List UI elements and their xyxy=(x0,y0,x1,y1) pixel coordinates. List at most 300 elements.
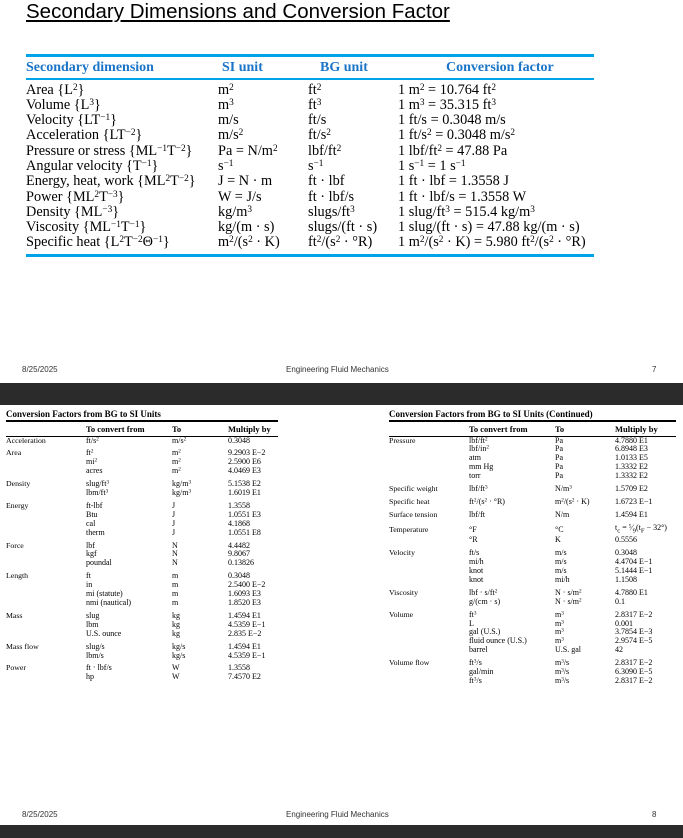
cell-to: $N/m^3$ xyxy=(555,484,572,494)
table-row xyxy=(6,630,278,639)
table-row xyxy=(26,190,594,205)
cell-convert-from: slug/s xyxy=(86,641,105,651)
cell-convert-from: lbf/$ft^2$ xyxy=(469,435,488,445)
cell-dimension: Volume $\{L^3\}$ xyxy=(26,96,101,113)
cell-conversion-factor: 1 ft · lbf/s = 1.3558 W xyxy=(398,188,527,205)
cell-convert-from: $ft^3/s$ xyxy=(469,658,482,668)
cell-category: Density xyxy=(6,479,31,489)
footer-page-number: 7 xyxy=(652,365,657,374)
cell-to: N/m xyxy=(555,509,570,519)
cell-convert-from: knot xyxy=(469,565,484,575)
cell-multiply-by: 0.1 xyxy=(615,596,625,606)
footer-course: Engineering Fluid Mechanics xyxy=(286,365,389,374)
table-row xyxy=(26,98,594,113)
cell-to: $m^3$ xyxy=(555,636,564,646)
cell-to: m/s xyxy=(555,557,567,567)
table-row xyxy=(389,576,676,585)
cell-to: kg/s xyxy=(172,641,186,651)
cell-dimension: Power $\{ML^2T^{-3}\}$ xyxy=(26,188,125,205)
footer-page-number: 8 xyxy=(652,810,657,819)
cell-multiply-by: 1.4594 E1 xyxy=(615,509,648,519)
cell-to: $m^3/s$ xyxy=(555,675,570,685)
slide-separator xyxy=(0,383,683,405)
cell-conversion-factor: 1 $m^3 = 35.315$ $ft^3$ xyxy=(398,96,496,113)
cell-dimension: Viscosity $\{ML^{-1}T^{-1}\}$ xyxy=(26,219,147,236)
cell-category: Acceleration xyxy=(6,435,46,445)
cell-to: Pa xyxy=(555,453,563,463)
cell-category: Length xyxy=(6,571,29,581)
cell-convert-from: L xyxy=(469,618,474,628)
cell-to: m xyxy=(172,598,179,607)
header-secondary-dimension: Secondary dimension xyxy=(26,60,154,75)
cell-category xyxy=(389,558,469,567)
table-row xyxy=(26,205,594,220)
cell-multiply-by: 0.3048 xyxy=(228,571,250,581)
table-header-row xyxy=(389,422,676,436)
cell-convert-from: therm xyxy=(86,527,105,537)
cell-convert-from: lbf/$in^2$ xyxy=(469,444,489,454)
cell-convert-from: $ft^3$ xyxy=(469,609,477,619)
cell-to: kg xyxy=(172,628,180,638)
table-row xyxy=(6,639,278,652)
cell-multiply-by: 6.3090 E−5 xyxy=(615,667,653,677)
cell-convert-from: atm xyxy=(469,453,481,463)
table-row xyxy=(389,607,676,620)
cell-convert-from: mi/h xyxy=(469,557,484,567)
cell-category xyxy=(6,559,86,568)
cell-si-unit: $m^2$ xyxy=(218,81,234,98)
cell-dimension: Energy, heat, work $\{ML^2T^{-2}\}$ xyxy=(26,173,196,190)
cell-category xyxy=(6,652,86,661)
table-bottom-rule xyxy=(26,254,594,257)
cell-to: N xyxy=(172,540,178,550)
cell-dimension: Area $\{L^2\}$ xyxy=(26,81,85,98)
cell-category xyxy=(389,454,469,463)
cell-convert-from: $ft/s^2$ xyxy=(86,435,99,445)
cell-multiply-by: 4.5359 E−1 xyxy=(228,650,266,660)
cell-multiply-by: 6.8948 E3 xyxy=(615,444,648,454)
cell-multiply-by: 1.3558 xyxy=(228,663,250,673)
table-row xyxy=(389,507,676,520)
table-row xyxy=(6,599,278,608)
cell-convert-from: gal/min xyxy=(469,667,494,677)
cell-multiply-by: 0.13826 xyxy=(228,558,254,568)
cell-convert-from: ft/s xyxy=(469,548,480,558)
cell-category xyxy=(389,677,469,686)
cell-bg-unit: ft · lbf/s xyxy=(308,188,355,205)
cell-convert-from: ft · lbf/s xyxy=(86,663,112,673)
header-multiply-by: Multiply by xyxy=(228,423,271,434)
cell-si-unit: $Pa = N/m^2$ xyxy=(218,142,278,159)
cell-multiply-by: 2.5400 E−2 xyxy=(228,580,266,590)
table-row xyxy=(6,652,278,661)
cell-category xyxy=(6,511,86,520)
cell-category xyxy=(389,576,469,585)
table-row xyxy=(6,608,278,621)
cell-bg-unit: $ft^2/(s^2 \cdot ^\circ R)$ xyxy=(308,234,373,251)
table-header-row xyxy=(6,422,278,436)
cell-convert-from: $ft^3/s$ xyxy=(469,675,482,685)
cell-multiply-by: 0.5556 xyxy=(615,535,637,545)
cell-to: N xyxy=(172,549,178,559)
cell-multiply-by: 42 xyxy=(615,645,623,655)
table-row xyxy=(6,673,278,682)
cell-bg-unit: $s^{-1}$ xyxy=(308,157,324,174)
header-to: To xyxy=(172,423,182,434)
table-row xyxy=(6,559,278,568)
cell-category: Force xyxy=(6,540,24,550)
cell-multiply-by: 4.1868 xyxy=(228,518,250,528)
cell-multiply-by: 2.8317 E−2 xyxy=(615,609,653,619)
cell-convert-from: $mi^2$ xyxy=(86,457,98,467)
cell-bg-unit: ft/s xyxy=(308,112,327,129)
cell-to: $m/s^2$ xyxy=(172,435,187,445)
cell-conversion-factor: 1 $ft/s^2 = 0.3048$ $m/s^2$ xyxy=(398,127,516,144)
header-bg-unit: BG unit xyxy=(320,60,368,75)
cell-convert-from: hp xyxy=(86,672,94,682)
cell-multiply-by: 4.0469 E3 xyxy=(228,466,261,476)
cell-convert-from: lbf/ft xyxy=(469,509,485,519)
cell-category: Power xyxy=(6,663,26,673)
cell-to: W xyxy=(172,663,180,673)
cell-multiply-by: $t_c$ = $^5⁄_9(t_F - 32^\circ)$ xyxy=(615,522,667,535)
cell-category xyxy=(6,581,86,590)
cell-category: Mass flow xyxy=(6,641,39,651)
cell-to: $m^2$ xyxy=(172,466,181,476)
cell-multiply-by: 1.0133 E5 xyxy=(615,453,648,463)
cell-category: Mass xyxy=(6,610,23,620)
header-multiply-by: Multiply by xyxy=(615,423,658,434)
table-row xyxy=(26,80,594,98)
cell-si-unit: $kg/m^3$ xyxy=(218,203,253,220)
cell-to: Pa xyxy=(555,462,563,472)
cell-to: Pa xyxy=(555,435,563,445)
cell-conversion-factor: 1 slug/$ft^3 = 515.4$ $kg/m^3$ xyxy=(398,203,535,220)
cell-to: $N \cdot s/m^2$ xyxy=(555,587,582,597)
cell-to: J xyxy=(172,518,176,528)
cell-dimension: Acceleration $\{LT^{-2}\}$ xyxy=(26,127,143,144)
cell-to: $N \cdot s/m^2$ xyxy=(555,596,582,606)
conversion-table-left xyxy=(6,408,278,682)
cell-dimension: Pressure or stress $\{ML^{-1}T^{-2}\}$ xyxy=(26,142,193,159)
cell-multiply-by: 1.4594 E1 xyxy=(228,641,261,651)
cell-to: mi/h xyxy=(555,574,570,584)
cell-si-unit: $m/s^2$ xyxy=(218,127,244,144)
cell-multiply-by: 2.5900 E6 xyxy=(228,457,261,467)
cell-convert-from: knot xyxy=(469,574,484,584)
cell-multiply-by: 1.5709 E2 xyxy=(615,484,648,494)
cell-dimension: Angular velocity $\{T^{-1}\}$ xyxy=(26,157,159,174)
table-row xyxy=(6,498,278,511)
table-row xyxy=(389,520,676,537)
cell-category: Viscosity xyxy=(389,587,418,597)
cell-to: $m^3/s$ xyxy=(555,667,570,677)
table-header-row xyxy=(26,57,594,78)
table-row xyxy=(389,481,676,494)
cell-category xyxy=(389,567,469,576)
cell-multiply-by: 9.2903 E−2 xyxy=(228,448,266,458)
cell-category: Velocity xyxy=(389,548,415,558)
slide-7 xyxy=(0,0,683,383)
cell-to: kg xyxy=(172,610,180,620)
cell-to: J xyxy=(172,500,176,510)
cell-convert-from: lbm/s xyxy=(86,650,104,660)
cell-category xyxy=(389,463,469,472)
cell-convert-from: $ft^2/(s^2 \cdot ^\circ R)$ xyxy=(469,496,505,506)
cell-convert-from: slug/$ft^3$ xyxy=(86,479,110,489)
cell-to: $m^2/(s^2 \cdot K)$ xyxy=(555,496,590,506)
cell-conversion-factor: 1 lbf/$ft^2 = 47.88$ Pa xyxy=(398,142,508,159)
cell-multiply-by: 4.5359 E−1 xyxy=(228,619,266,629)
cell-multiply-by: 1.6019 E1 xyxy=(228,488,261,498)
cell-category xyxy=(389,668,469,677)
table-caption: Conversion Factors from BG to SI Units xyxy=(6,409,161,419)
cell-multiply-by: 1.3558 xyxy=(228,500,250,510)
cell-category xyxy=(6,529,86,538)
cell-to: Pa xyxy=(555,444,563,454)
cell-convert-from: kgf xyxy=(86,549,97,559)
cell-convert-from: ft-lbf xyxy=(86,500,103,510)
header-si-unit: SI unit xyxy=(222,60,263,75)
cell-convert-from: lbm xyxy=(86,619,99,629)
cell-to: N xyxy=(172,558,178,568)
cell-bg-unit: $ft^3$ xyxy=(308,96,322,113)
cell-convert-from: g/(cm · s) xyxy=(469,596,501,606)
cell-convert-from: torr xyxy=(469,471,481,481)
cell-category: Temperature xyxy=(389,524,429,534)
cell-dimension: Velocity $\{LT^{-1}\}$ xyxy=(26,112,117,129)
cell-to: m xyxy=(172,580,179,590)
cell-convert-from: °R xyxy=(469,535,478,545)
cell-category xyxy=(389,620,469,629)
table-row xyxy=(26,220,594,235)
cell-multiply-by: 1.6093 E3 xyxy=(228,589,261,599)
table-row xyxy=(26,128,594,143)
table-row xyxy=(26,159,594,174)
conversion-body-right xyxy=(389,437,676,686)
header-convert-from: To convert from xyxy=(469,423,528,434)
cell-dimension: Specific heat $\{L^2T^{-2}\Theta^{-1}\}$ xyxy=(26,234,170,251)
cell-convert-from: acres xyxy=(86,466,103,476)
cell-category xyxy=(6,458,86,467)
conversion-table-right xyxy=(389,408,676,686)
cell-multiply-by: 7.4570 E2 xyxy=(228,672,261,682)
cell-to: $kg/m^3$ xyxy=(172,488,192,498)
slide-8 xyxy=(0,405,683,825)
cell-to: kg/s xyxy=(172,650,186,660)
table-row xyxy=(389,585,676,598)
cell-conversion-factor: 1 $m^2/(s^2 \cdot K) = 5.980$ $ft^2/(s^2 \cdot ^\circ R)$ xyxy=(398,234,586,251)
cell-bg-unit: ft · lbf xyxy=(308,173,345,190)
cell-multiply-by: 2.9574 E−5 xyxy=(615,636,653,646)
table-row xyxy=(6,529,278,538)
slide-title: Secondary Dimensions and Conversion Factor xyxy=(26,0,450,23)
cell-category xyxy=(389,598,469,607)
cell-convert-from: lbf xyxy=(86,540,95,550)
cell-category: Specific weight xyxy=(389,484,438,494)
header-category xyxy=(389,422,469,436)
footer-course: Engineering Fluid Mechanics xyxy=(286,810,389,819)
cell-to: $kg/m^3$ xyxy=(172,479,192,489)
cell-to: m xyxy=(172,589,179,599)
cell-multiply-by: 4.4482 xyxy=(228,540,250,550)
cell-convert-from: cal xyxy=(86,518,96,528)
table-caption: Conversion Factors from BG to SI Units (Continued) xyxy=(389,409,593,419)
cell-si-unit: $m^3$ xyxy=(218,96,234,113)
cell-multiply-by: 4.4704 E−1 xyxy=(615,557,653,567)
table-row xyxy=(26,174,594,189)
header-to: To xyxy=(555,423,565,434)
cell-category xyxy=(6,673,86,682)
cell-category xyxy=(6,520,86,529)
cell-convert-from: slug xyxy=(86,610,100,620)
cell-category xyxy=(6,467,86,476)
table-row xyxy=(389,494,676,507)
cell-convert-from: Btu xyxy=(86,509,98,519)
cell-to: J xyxy=(172,509,176,519)
cell-multiply-by: 1.0551 E8 xyxy=(228,527,261,537)
secondary-dimensions-body xyxy=(26,80,594,251)
cell-multiply-by: 0.001 xyxy=(615,618,633,628)
cell-bg-unit: slugs/$ft^3$ xyxy=(308,203,355,220)
cell-category: Energy xyxy=(6,500,29,510)
table-row xyxy=(26,113,594,128)
cell-convert-from: poundal xyxy=(86,558,112,568)
cell-category xyxy=(389,637,469,646)
cell-convert-from: nmi (nautical) xyxy=(86,598,132,607)
cell-category xyxy=(6,621,86,630)
table-row xyxy=(6,467,278,476)
cell-multiply-by: 2.8317 E−2 xyxy=(615,675,653,685)
cell-si-unit: m/s xyxy=(218,112,239,129)
cell-si-unit: kg/(m · s) xyxy=(218,219,275,236)
cell-multiply-by: 1.0551 E3 xyxy=(228,509,261,519)
cell-convert-from: mi (statute) xyxy=(86,589,123,599)
cell-multiply-by: 1.3332 E2 xyxy=(615,462,648,472)
cell-to: $m^2$ xyxy=(172,457,181,467)
footer-date: 8/25/2025 xyxy=(22,810,58,819)
cell-bg-unit: $ft/s^2$ xyxy=(308,127,331,144)
cell-category xyxy=(389,472,469,481)
cell-convert-from: lbf/$ft^3$ xyxy=(469,484,488,494)
cell-convert-from: ft xyxy=(86,571,91,581)
cell-multiply-by: 5.1538 E2 xyxy=(228,479,261,489)
cell-to: °C xyxy=(555,524,564,534)
cell-multiply-by: 1.4594 E1 xyxy=(228,610,261,620)
cell-dimension: Density $\{ML^{-3}\}$ xyxy=(26,203,120,220)
header-convert-from: To convert from xyxy=(86,423,145,434)
cell-multiply-by: 1.1508 xyxy=(615,574,637,584)
table-row xyxy=(389,637,676,646)
cell-to: m/s xyxy=(555,548,567,558)
cell-to: $m^3/s$ xyxy=(555,658,570,668)
cell-to: Pa xyxy=(555,471,563,481)
cell-convert-from: mm Hg xyxy=(469,462,494,472)
table-row xyxy=(26,235,594,250)
cell-conversion-factor: 1 slug/(ft · s) = 47.88 kg/(m · s) xyxy=(398,219,580,236)
cell-si-unit: $m^2/(s^2 \cdot K)$ xyxy=(218,234,280,251)
cell-convert-from: gal (U.S.) xyxy=(469,627,501,637)
cell-category xyxy=(6,590,86,599)
cell-conversion-factor: 1 ft · lbf = 1.3558 J xyxy=(398,173,509,190)
cell-convert-from: °F xyxy=(469,524,477,534)
table-row xyxy=(389,536,676,545)
conversion-body-left xyxy=(6,437,278,683)
header-category xyxy=(6,422,86,436)
cell-category xyxy=(389,445,469,454)
table-row xyxy=(389,646,676,655)
cell-convert-from: in xyxy=(86,580,93,590)
cell-multiply-by: 4.7880 E1 xyxy=(615,435,648,445)
table-row xyxy=(389,677,676,686)
cell-to: $m^3$ xyxy=(555,609,564,619)
cell-convert-from: $ft^2$ xyxy=(86,448,94,458)
cell-category xyxy=(389,646,469,655)
cell-si-unit: $s^{-1}$ xyxy=(218,157,234,174)
cell-to: $m^2$ xyxy=(172,448,181,458)
cell-multiply-by: 5.1444 E−1 xyxy=(615,565,653,575)
cell-conversion-factor: 1 ft/s = 0.3048 m/s xyxy=(398,112,506,129)
cell-conversion-factor: 1 $m^2 = 10.764$ $ft^2$ xyxy=(398,81,496,98)
cell-category: Surface tension xyxy=(389,509,438,519)
cell-to: kg xyxy=(172,619,180,629)
cell-multiply-by: 0.3048 xyxy=(615,548,637,558)
cell-bg-unit: $ft^2$ xyxy=(308,81,322,98)
cell-multiply-by: 2.8317 E−2 xyxy=(615,658,653,668)
cell-bg-unit: lbf/$ft^2$ xyxy=(308,142,342,159)
cell-to: U.S. gal xyxy=(555,645,581,655)
table-row xyxy=(6,489,278,498)
secondary-dimensions-table xyxy=(26,54,594,257)
cell-to: $m^3$ xyxy=(555,627,564,637)
cell-multiply-by: 0.3048 xyxy=(228,435,250,445)
cell-bg-unit: slugs/(ft · s) xyxy=(308,219,378,236)
cell-multiply-by: 1.8520 E3 xyxy=(228,598,261,607)
cell-multiply-by: 1.3332 E2 xyxy=(615,471,648,481)
cell-convert-from: lbm/$ft^3$ xyxy=(86,488,109,498)
footer-date: 8/25/2025 xyxy=(22,365,58,374)
cell-convert-from: U.S. ounce xyxy=(86,628,122,638)
cell-category xyxy=(6,630,86,639)
cell-category: Volume flow xyxy=(389,658,430,668)
cell-to: K xyxy=(555,535,561,545)
cell-to: $m^3$ xyxy=(555,618,564,628)
cell-multiply-by: 1.6723 E−1 xyxy=(615,496,653,506)
cell-convert-from: fluid ounce (U.S.) xyxy=(469,636,527,646)
cell-to: J xyxy=(172,527,176,537)
cell-convert-from: lbf · $s/ft^2$ xyxy=(469,587,498,597)
cell-multiply-by: 2.835 E−2 xyxy=(228,628,262,638)
cell-category xyxy=(6,550,86,559)
table-row xyxy=(389,472,676,481)
table-row xyxy=(26,144,594,159)
cell-category: Pressure xyxy=(389,435,416,445)
cell-si-unit: W = J/s xyxy=(218,188,262,205)
cell-conversion-factor: 1 $s^{-1} = 1$ $s^{-1}$ xyxy=(398,157,466,174)
header-conversion-factor: Conversion factor xyxy=(446,60,554,75)
table-row xyxy=(389,598,676,607)
cell-to: W xyxy=(172,672,180,682)
cell-multiply-by: 9.8067 xyxy=(228,549,250,559)
cell-multiply-by: 3.7854 E−3 xyxy=(615,627,653,637)
cell-to: m/s xyxy=(555,565,567,575)
cell-category: Area xyxy=(6,448,22,458)
cell-category xyxy=(6,599,86,608)
bottom-bar xyxy=(0,825,683,838)
cell-si-unit: J = N · m xyxy=(218,173,273,190)
cell-to: m xyxy=(172,571,179,581)
cell-convert-from: barrel xyxy=(469,645,488,655)
